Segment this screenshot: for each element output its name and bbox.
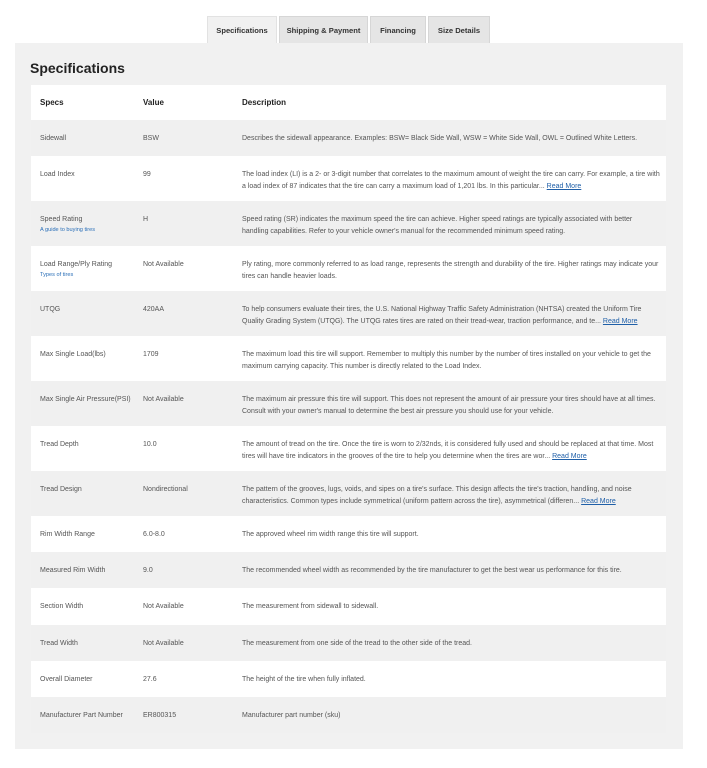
- table-row: [31, 697, 666, 733]
- spec-cell: [31, 201, 139, 246]
- table-row: [31, 201, 666, 246]
- value-cell: 420AA: [139, 291, 242, 336]
- spec-label: Rim Width Range: [40, 531, 95, 538]
- table-row: [31, 552, 666, 588]
- description-cell: [242, 588, 666, 625]
- description-cell: [242, 201, 666, 246]
- description-cell: [242, 291, 666, 336]
- table-row: [31, 156, 666, 201]
- table-row: [31, 246, 666, 291]
- description-text: The height of the tire when fully inflated.: [242, 676, 366, 683]
- read-more-link[interactable]: Read More: [546, 182, 582, 190]
- tab-shipping-payment[interactable]: Shipping & Payment: [279, 16, 368, 43]
- description-text: The amount of tread on the tire. Once the tire is worn to 2/32nds, it is considered fully used and should be replaced at that time. Most tires will have tire indicators in the grooves of the tire to help you determine when the tires are wor...: [242, 441, 654, 460]
- table-row: [31, 471, 666, 516]
- column-header-specs: Specs: [31, 85, 139, 120]
- read-more-link[interactable]: Read More: [552, 452, 587, 460]
- spec-label: Load Range/Ply Rating: [40, 261, 112, 268]
- table-row: [31, 426, 666, 471]
- description-text: Describes the sidewall appearance. Examples: BSW= Black Side Wall, WSW = White Side Wall, OWL = Outlined White Letters.: [242, 135, 638, 142]
- table-body: [31, 120, 666, 733]
- spec-cell: [31, 588, 139, 625]
- description-cell: [242, 552, 666, 588]
- spec-cell: [31, 156, 139, 201]
- description-cell: [242, 697, 666, 733]
- description-cell: [242, 471, 666, 516]
- value-cell: Not Available: [139, 588, 242, 625]
- spec-label: Speed Rating: [40, 216, 83, 223]
- spec-cell: [31, 381, 139, 426]
- value-cell: 9.0: [139, 552, 242, 588]
- spec-cell: [31, 516, 139, 552]
- description-text: Speed rating (SR) indicates the maximum speed the tire can achieve. Higher speed ratings are typically associated with better handling capabilities. Refer to your vehicle owner's manual for the recommended minimum speed rating.: [242, 216, 633, 235]
- read-more-link[interactable]: Read More: [602, 317, 638, 325]
- spec-label: Tread Width: [40, 640, 78, 647]
- spec-cell: [31, 552, 139, 588]
- specifications-panel: [15, 43, 683, 749]
- table-row: [31, 336, 666, 381]
- value-cell: H: [139, 201, 242, 246]
- description-text: Manufacturer part number (sku): [242, 712, 341, 719]
- value-cell: 27.6: [139, 661, 242, 697]
- spec-cell: [31, 426, 139, 471]
- value-cell: Not Available: [139, 246, 242, 291]
- description-text: The pattern of the grooves, lugs, voids, and sipes on a tire's surface. This design affects the tire's traction, handling, and noise characteristics. Common types include symmetrical (uniform pattern across the tire), asymmetrical (differen...: [242, 486, 632, 505]
- description-text: To help consumers evaluate their tires, the U.S. National Highway Traffic Safety Administration (NHTSA) created the Uniform Tire Quality Grading System (UTQG). The UTQG rates tires are rated on their tread-wear, traction performance, and te...: [242, 306, 642, 325]
- value-cell: 1709: [139, 336, 242, 381]
- spec-label: Tread Depth: [40, 441, 79, 448]
- guide-link[interactable]: Types of tires: [40, 271, 74, 278]
- tab-size-details[interactable]: Size Details: [428, 16, 490, 43]
- tab-financing[interactable]: Financing: [370, 16, 426, 43]
- description-cell: [242, 381, 666, 426]
- description-cell: [242, 156, 666, 201]
- read-more-link[interactable]: Read More: [581, 497, 616, 505]
- value-cell: Not Available: [139, 625, 242, 661]
- specifications-table: [31, 85, 666, 733]
- spec-cell: [31, 291, 139, 336]
- spec-cell: [31, 697, 139, 733]
- description-text: The maximum air pressure this tire will support. This does not represent the amount of air pressure your tires should have at all times. Consult with your owner's manual to determine the best air pressure you should use for your vehicle.: [242, 396, 656, 415]
- tab-bar: [207, 16, 490, 43]
- spec-cell: [31, 661, 139, 697]
- value-cell: BSW: [139, 120, 242, 156]
- spec-label: Manufacturer Part Number: [40, 712, 123, 719]
- table-row: [31, 625, 666, 661]
- value-cell: 10.0: [139, 426, 242, 471]
- description-cell: [242, 246, 666, 291]
- description-text: The maximum load this tire will support. Remember to multiply this number by the number of tires installed on your vehicle to get the maximum carrying capacity. This number is directly related to the Load Index.: [242, 351, 651, 370]
- spec-label: Tread Design: [40, 486, 82, 493]
- spec-label: Sidewall: [40, 135, 67, 142]
- spec-label: Load Index: [40, 171, 75, 178]
- description-text: The recommended wheel width as recommended by the tire manufacturer to get the best wear us performance for this tire.: [242, 567, 622, 574]
- value-cell: ER800315: [139, 697, 242, 733]
- value-cell: Nondirectional: [139, 471, 242, 516]
- table-row: [31, 516, 666, 552]
- table-row: [31, 381, 666, 426]
- spec-cell: [31, 471, 139, 516]
- table-row: [31, 291, 666, 336]
- table-row: [31, 588, 666, 625]
- column-header-value: Value: [139, 85, 242, 120]
- spec-label: Overall Diameter: [40, 676, 93, 683]
- spec-cell: [31, 625, 139, 661]
- guide-link[interactable]: A guide to buying tires: [40, 226, 96, 233]
- spec-label: Section Width: [40, 603, 84, 610]
- table-row: [31, 120, 666, 156]
- description-cell: [242, 426, 666, 471]
- description-text: The measurement from sidewall to sidewall.: [242, 603, 379, 610]
- value-cell: Not Available: [139, 381, 242, 426]
- spec-label: Max Single Load(lbs): [40, 351, 106, 358]
- spec-label: UTQG: [40, 306, 61, 313]
- value-cell: 99: [139, 156, 242, 201]
- tab-specifications[interactable]: Specifications: [207, 16, 277, 43]
- spec-label: Measured Rim Width: [40, 567, 106, 574]
- spec-cell: [31, 246, 139, 291]
- description-cell: [242, 625, 666, 661]
- description-cell: [242, 661, 666, 697]
- column-header-description: Description: [242, 85, 666, 120]
- spec-label: Max Single Air Pressure(PSI): [40, 396, 131, 403]
- description-cell: [242, 516, 666, 552]
- description-text: Ply rating, more commonly referred to as load range, represents the strength and durability of the tire. Higher ratings may indicate your tires can handle heavier loads.: [242, 261, 659, 280]
- description-text: The approved wheel rim width range this tire will support.: [242, 531, 419, 538]
- table-header-row: [31, 85, 666, 120]
- table-row: [31, 661, 666, 697]
- description-text: The load index (LI) is a 2- or 3-digit number that correlates to the maximum amount of weight the tire can carry. For example, a tire with a load index of 87 indicates that the tire can carry a maximum load of 1,201 lbs. In this particular...: [242, 171, 660, 190]
- description-cell: [242, 120, 666, 156]
- panel-title: Specifications: [30, 60, 125, 76]
- spec-cell: [31, 120, 139, 156]
- value-cell: 6.0-8.0: [139, 516, 242, 552]
- description-cell: [242, 336, 666, 381]
- spec-cell: [31, 336, 139, 381]
- description-text: The measurement from one side of the tread to the other side of the tread.: [242, 640, 472, 647]
